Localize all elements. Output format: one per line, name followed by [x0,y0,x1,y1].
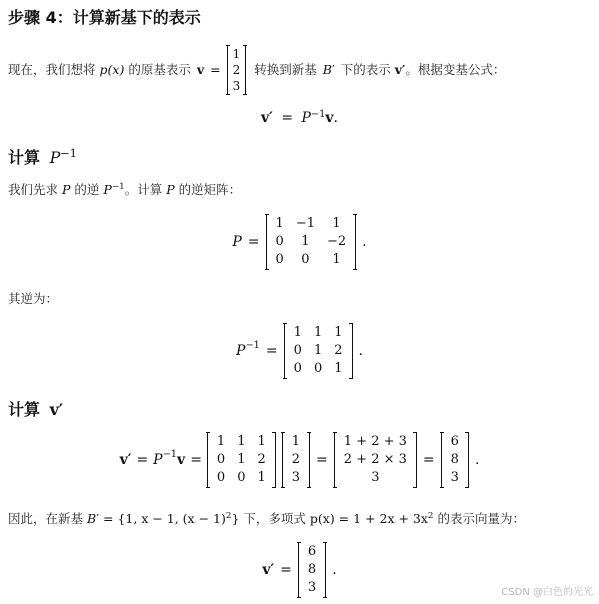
watermark: CSDN @白色的光光 [501,587,593,598]
intro-v-1: 2 [232,63,241,77]
big-eq-mat-cell: 0 [237,470,246,485]
conclusion-set: = {1, x − 1, (x − 1) [103,511,226,526]
big-eq-mat-cell: 1 [237,434,246,449]
big-eq-mat-cell: 1 [257,470,266,485]
conclusion-sq2: 2 [427,511,434,522]
first-inverse-P2: P [103,182,112,197]
P-inv-end: . [358,343,363,359]
P-cell: 0 [275,252,284,267]
big-eq-mat-cell: 0 [216,470,226,485]
big-eq-mat-cell: 1 [216,434,226,449]
big-eq-eq4: = [422,452,435,468]
big-eq-mat-cell: 2 [257,452,266,467]
inverse-label: 其逆为： [8,291,59,306]
compute-pinv-P: P [49,148,61,167]
P-matrix-end: . [362,234,367,250]
big-eq-result-vector [441,432,469,488]
P-cell: 1 [301,234,310,249]
big-eq-sum-cell: 1 + 2 + 3 [343,434,407,449]
P-cell: 1 [275,216,284,231]
P-cell: 1 [332,252,341,267]
intro-eq: = [210,62,221,77]
big-eq-P: P [153,452,163,468]
formula-v: v [325,110,334,126]
final-vec-cell: 8 [307,562,317,577]
P-inv-label: P [236,343,246,359]
final-vec-cell: 3 [307,580,317,595]
P-inv-cell: 1 [313,325,323,340]
compute-pinv-inv: −1 [60,146,77,160]
P-inv-cell: 0 [293,343,302,358]
intro-v: v [196,62,205,77]
conclusion-prefix: 因此，在新基 [8,511,84,526]
intro-convert: 转换到新基 [254,62,317,77]
formula-lhs: v′ [261,110,273,126]
P-cell: 1 [332,216,341,231]
intro-mid: 的原基表示 [128,62,191,77]
big-eq-sum-cell: 3 [371,470,380,485]
P-inv-eq: = [265,343,278,359]
conclusion-poly: p(x) = 1 + 2x + 3x [309,511,428,526]
big-eq-result-cell: 6 [450,434,459,449]
step4-heading: 步骤 4：计算新基下的表示 [8,8,201,27]
big-equation: v′ = P $^{-1}$ v = 1 1 1 0 1 2 0 0 1 1 2 3 = 1 + 2 + 3 2 + 2 × 3 3 = 6 8 3 . [0,432,599,488]
compute-pinv-heading [8,148,77,168]
formula-inv: −1 [310,108,326,120]
first-inverse-line [8,181,241,199]
intro-v-0: 1 [232,47,241,61]
conclusion-end: 的表示向量为： [437,511,525,526]
big-eq-vec-cell: 1 [291,434,301,449]
P-inv-cell: 1 [334,325,343,340]
formula-line [0,110,599,126]
intro-vprime: v′ [394,62,406,77]
big-eq-mat-cell: 0 [216,452,226,467]
big-eq-result-cell: 8 [450,452,459,467]
first-inverse-P: P [62,182,71,197]
big-eq-vec-cell: 3 [291,470,301,485]
P-matrix-display [0,214,599,270]
formula-eq: = [281,110,294,126]
P-cell: −1 [295,216,315,231]
big-eq-vec-cell: 2 [291,452,301,467]
big-eq-matrix [207,432,276,488]
P-inv-cell: 1 [334,361,343,376]
P-matrix-eq: = [247,234,260,250]
conclusion-sq: 2 [225,511,232,522]
big-eq-eq1: = [136,452,149,468]
big-eq-sum-vector [334,432,417,488]
P-inv-cell: 1 [293,325,302,340]
formula-P: P [301,110,311,126]
big-eq-eq2: = [190,452,202,468]
big-eq-mat-cell: 1 [237,452,246,467]
big-eq-sum-cell: 2 + 2 × 3 [343,452,407,467]
conclusion-B: B [87,511,97,526]
P-cell: 0 [301,252,310,267]
final-lhs: v′ [262,562,275,578]
first-inverse-P3: P [166,182,175,197]
P-cell: 0 [275,234,284,249]
compute-vprime-heading [8,400,63,420]
P-matrix-label: P [232,234,242,250]
first-inverse-inv: −1 [111,182,125,193]
big-eq-lhs: v′ [119,452,132,468]
P-cell: −2 [326,234,347,249]
intro-B-prime: ′ [331,62,335,77]
intro-B: B [322,62,332,77]
conclusion-line [8,510,525,528]
big-eq-vector [282,432,310,488]
first-inverse-mid: 的逆 [74,182,100,197]
compute-vprime-v: v′ [49,400,64,419]
P-inv-cell: 0 [293,361,302,376]
first-inverse-mid2: 。计算 [124,182,163,197]
final-end: . [332,562,337,578]
first-inverse-prefix: 我们先求 [8,182,59,197]
conclusion-prime: ′ [96,511,100,526]
big-eq-v: v [177,452,186,468]
intro-poly: p(x) [99,62,125,77]
intro-prefix: 现在，我们想将 [8,62,96,77]
conclusion-set-end: } [231,511,240,526]
big-eq-result-cell: 3 [450,470,459,485]
final-eq: = [280,562,292,578]
P-inv-matrix-display: P $^{-1}$ = 1 1 1 0 1 2 0 0 1 . [0,323,599,379]
P-inv-cell: 1 [313,343,323,358]
big-eq-mat-cell: 1 [257,434,266,449]
conclusion-mid: 下，多项式 [243,511,306,526]
first-inverse-end: 的逆矩阵： [178,182,242,197]
intro-v-2: 3 [232,79,241,93]
intro-end: 。根据变基公式： [405,62,506,77]
big-eq-end: . [474,452,480,468]
P-matrix [266,214,357,270]
intro-after: 下的表示 [340,62,391,77]
compute-vprime-text: 计算 [8,400,41,419]
final-vec-cell: 6 [307,544,317,559]
big-eq-eq3: = [316,452,328,468]
intro-paragraph [8,40,505,100]
final-vector [298,542,326,598]
P-inv-cell: 0 [313,361,323,376]
P-inv-matrix [284,323,353,379]
intro-v-vector [227,45,247,95]
P-inv-cell: 2 [334,343,343,358]
formula-dot: . [333,110,338,126]
compute-pinv-text: 计算 [8,148,41,167]
